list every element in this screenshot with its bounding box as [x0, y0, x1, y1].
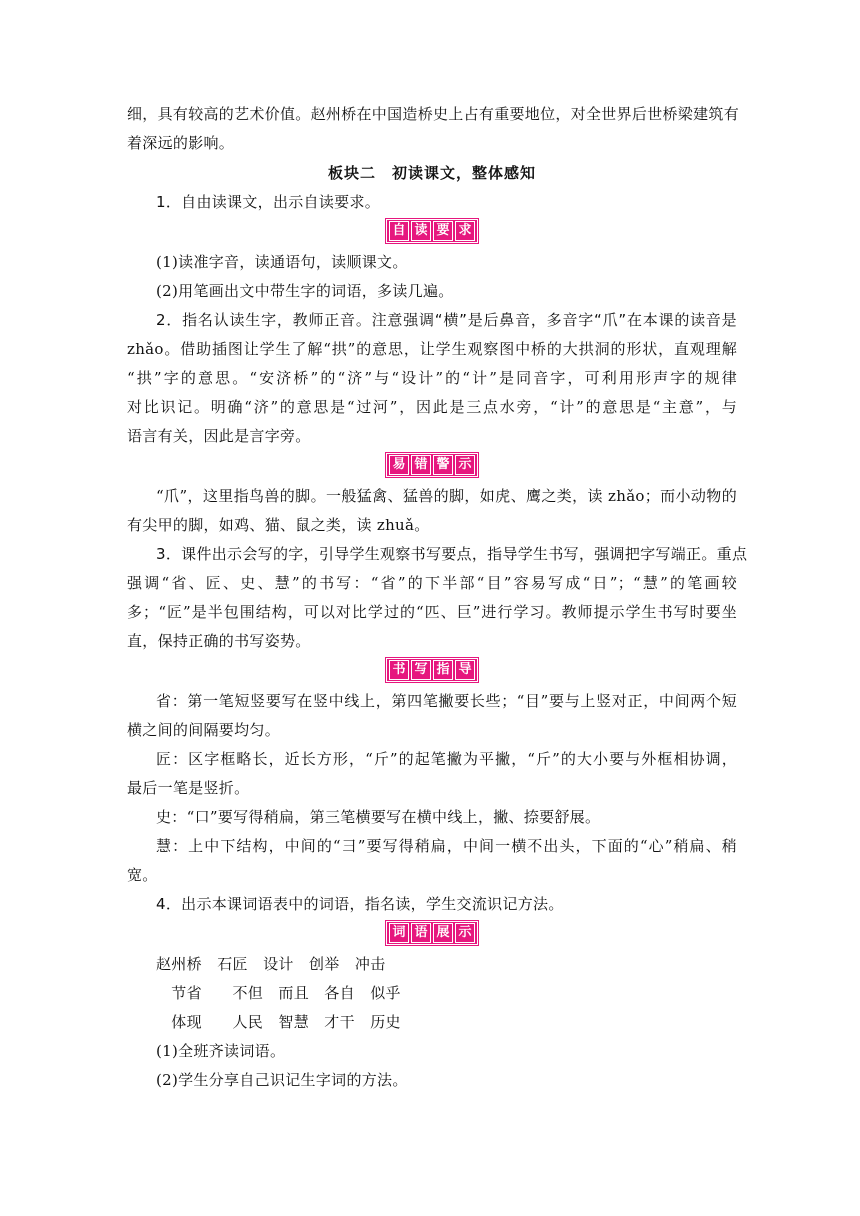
step2-line-3: “拱”字的意思。“安济桥”的“济”与“设计”的“计”是同音字，可利用形声字的规律 — [127, 369, 737, 387]
step3-line-2: 强调“省、匠、史、慧”的书写：“省”的下半部“目”容易写成“日”；“慧”的笔画较 — [127, 574, 737, 592]
guide-shi: 史：“口”要写得稍扁，第三笔横要写在横中线上，撇、捺要舒展。 — [156, 808, 601, 826]
step3-line-4: 直，保持正确的书写姿势。 — [127, 632, 311, 650]
badge-self-reading-requirements: 自 读 要 求 — [127, 217, 737, 248]
step2-line-5: 语言有关，因此是言字旁。 — [127, 427, 311, 445]
badge-common-mistakes: 易 错 警 示 — [127, 451, 737, 482]
step2-line-4: 对比识记。明确“济”的意思是“过河”，因此是三点水旁，“计”的意思是“主意”，与 — [127, 398, 737, 416]
step3-line-1: 3．课件出示会写的字，引导学生观察书写要点，指导学生书写，强调把字写端正。重点 — [156, 545, 748, 563]
step4-item-1: (1)全班齐读词语。 — [156, 1042, 286, 1060]
badge-word-display: 词 语 展 示 — [127, 919, 737, 950]
step2-note-2: 有尖甲的脚，如鸡、猫、鼠之类，读 zhuǎ。 — [127, 516, 430, 534]
word-row-2: 节省 不但 而且 各自 似乎 — [156, 984, 401, 1002]
step2-line-2: zhǎo。借助插图让学生了解“拱”的意思，让学生观察图中桥的大拱洞的形状，直观理解 — [127, 340, 737, 358]
guide-sheng-1: 省：第一笔短竖要写在竖中线上，第四笔撇要长些；“目”要与上竖对正，中间两个短 — [156, 692, 737, 710]
guide-sheng-2: 横之间的间隔要均匀。 — [127, 721, 281, 739]
step2-line-1: 2．指名认读生字，教师正音。注意强调“横”是后鼻音，多音字“爪”在本课的读音是 — [156, 311, 737, 329]
step4-heading: 4．出示本课词语表中的词语，指名读，学生交流识记方法。 — [156, 895, 564, 913]
badge-writing-guide: 书 写 指 导 — [127, 656, 737, 687]
step2-note-1: “爪”，这里指鸟兽的脚。一般猛禽、猛兽的脚，如虎、鹰之类，读 zhǎo；而小动物的 — [156, 487, 737, 505]
step4-item-2: (2)学生分享自己识记生字词的方法。 — [156, 1071, 408, 1089]
guide-hui-2: 宽。 — [127, 866, 158, 884]
word-row-1: 赵州桥 石匠 设计 创举 冲击 — [156, 955, 386, 973]
step3-line-3: 多；“匠”是半包围结构，可以对比学过的“匹、巨”进行学习。教师提示学生书写时要坐 — [127, 603, 737, 621]
intro-line-1: 细，具有较高的艺术价值。赵州桥在中国造桥史上占有重要地位，对全世界后世桥梁建筑有 — [127, 105, 740, 123]
step1-item-1: (1)读准字音，读通语句，读顺课文。 — [156, 253, 408, 271]
step1-heading: 1．自由读课文，出示自读要求。 — [156, 193, 381, 211]
guide-jiang-2: 最后一笔是竖折。 — [127, 779, 250, 797]
section-title: 板块二 初读课文，整体感知 — [327, 164, 536, 182]
document-page — [127, 100, 748, 1095]
guide-hui-1: 慧：上中下结构，中间的“彐”要写得稍扁，中间一横不出头，下面的“心”稍扁、稍 — [156, 837, 737, 855]
word-row-3: 体现 人民 智慧 才干 历史 — [156, 1013, 401, 1031]
guide-jiang-1: 匠：区字框略长，近长方形，“斤”的起笔撇为平撇，“斤”的大小要与外框相协调， — [156, 750, 737, 768]
step1-item-2: (2)用笔画出文中带生字的词语，多读几遍。 — [156, 282, 454, 300]
intro-line-2: 着深远的影响。 — [127, 134, 235, 152]
